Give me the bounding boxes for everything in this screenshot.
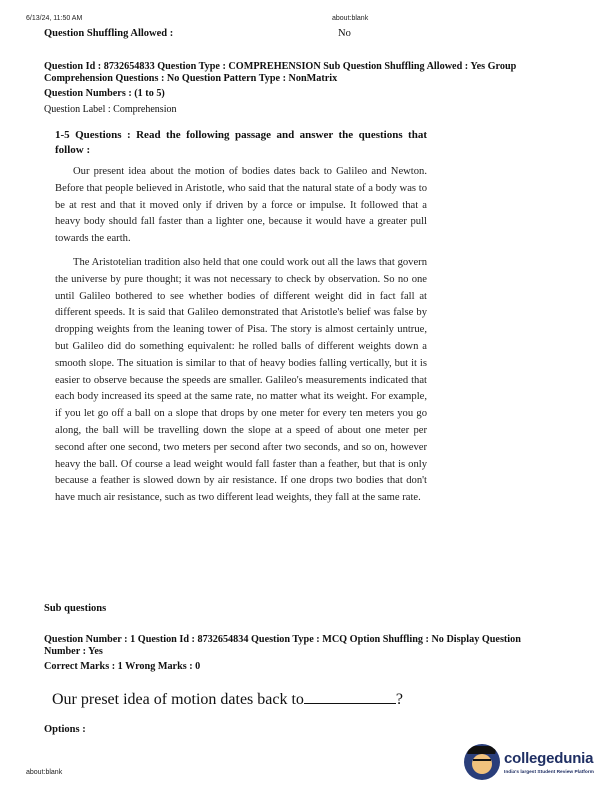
comprehension-passage — [55, 164, 427, 507]
sub-questions-heading: Sub questions — [44, 603, 107, 614]
question-label: Question Label : Comprehension — [44, 104, 177, 115]
question1-text-after: ? — [395, 691, 404, 708]
logo-name: collegedunia — [504, 750, 594, 767]
shuffling-label: Question Shuffling Allowed : — [44, 28, 174, 39]
shuffling-value: No — [338, 28, 351, 39]
logo-tagline: India's largest Student Review Platform — [504, 770, 594, 775]
collegedunia-logo — [464, 744, 612, 790]
comprehension-meta-line1: Question Id : 8732654833 Question Type : COMPREHENSION Sub Question Shuffling Allowed : Yes Group — [44, 61, 517, 72]
answer-blank — [304, 689, 396, 704]
question1-meta-line2: Number : Yes — [44, 646, 103, 657]
footer-url: about:blank — [26, 769, 63, 776]
graduate-avatar-icon — [464, 744, 500, 780]
print-url: about:blank — [332, 15, 369, 22]
comprehension-meta-line2: Comprehension Questions : No Question Pattern Type : NonMatrix — [44, 73, 338, 84]
print-datetime: 6/13/24, 11:50 AM — [26, 15, 83, 22]
passage-paragraph-2: The Aristotelian tradition also held that one could work out all the laws that govern the universe by pure thought; it was not necessary to check by observation. So no one until Galileo bothered to see whether bodies of different weight did in fact fall at different speeds. It is said that Galileo demonstrated that Aristotle's belief was false by dropping weights from the leaning tower of Pisa. The story is almost certainly untrue, but Galileo did do something equivalent: he rolled balls of different weights down a smooth slope. The situation is similar to that of heavy bodies falling vertically, but it is easier to observe because the speeds are smaller. Galileo's measurements indicated that each body increased its speed at the same rate, no matter what its weight. For example, if you let go off a ball on a slope that drops by one meter for every ten meters you go along, the ball will be travelling down the slope at a speed of about one meter per second after one second, two meters per second after two seconds, and so on, however heavy the ball. Of course a lead weight would fall faster than a feather, but that is only because a feather is slowed down by air resistance. If one drops two bodies that don't have much air resistance, such as two different lead weights, they fall at the same rate. — [55, 256, 427, 504]
question1-marks: Correct Marks : 1 Wrong Marks : 0 — [44, 661, 201, 672]
options-label: Options : — [44, 724, 86, 735]
question1-text — [52, 689, 403, 709]
question1-text-before: Our preset idea of motion dates back to — [52, 691, 304, 708]
question1-meta-line1: Question Number : 1 Question Id : 8732654834 Question Type : MCQ Option Shuffling : No Display Question — [44, 634, 521, 645]
comprehension-instruction: 1-5 Questions : Read the following passage and answer the questions that follow : — [55, 129, 427, 156]
passage-paragraph-1: Our present idea about the motion of bodies dates back to Galileo and Newton. Before that people believed in Aristotle, who said that the natural state of a body was to be at rest and that it moved only if driven by a force or impulse. It followed that a heavy body should fall faster than a lighter one, because it would have a greater pull towards the earth. — [55, 166, 427, 245]
question-numbers: Question Numbers : (1 to 5) — [44, 88, 165, 99]
